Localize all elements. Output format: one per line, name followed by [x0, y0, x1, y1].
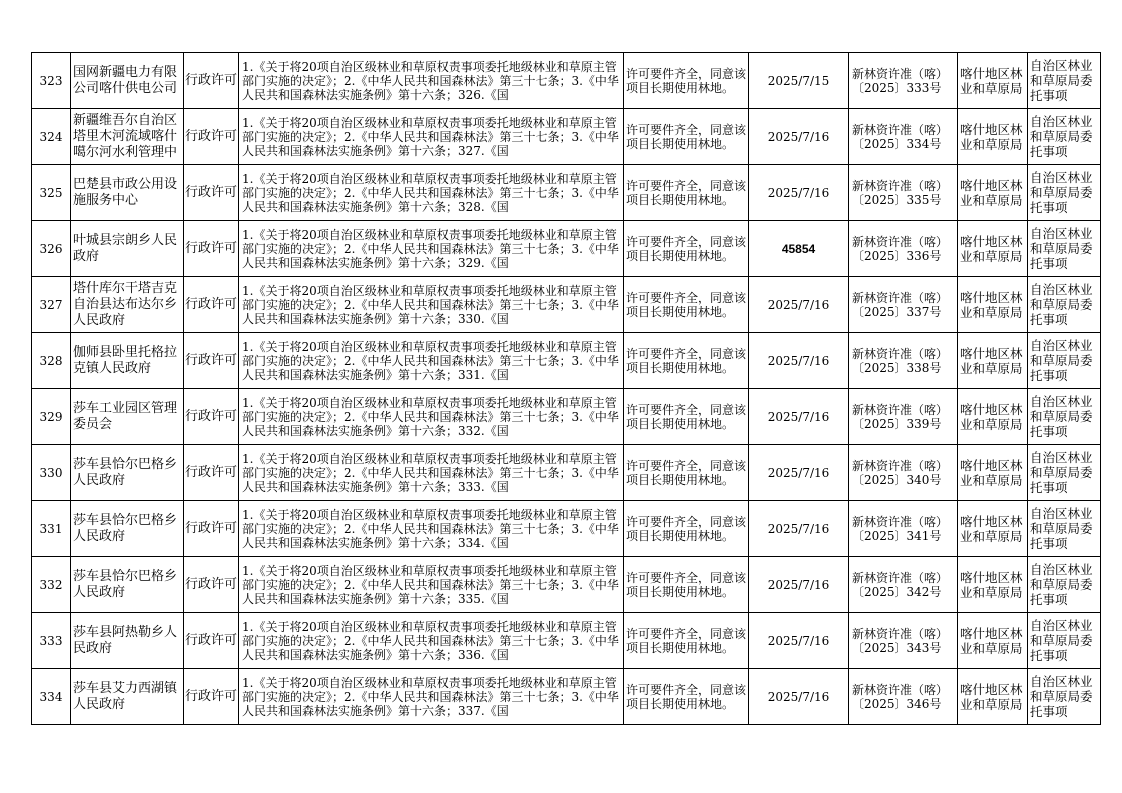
decision-result-text: 许可要件齐全，同意该项目长期使用林地。	[626, 402, 746, 431]
legal-basis-text: 1.《关于将20项自治区级林业和草原权责事项委托地级林业和草原主管部门实施的决定》；2.《中华人民共和国森林法》第三十七条；3.《中华人民共和国森林法实施条例》第十六条；327.《国	[242, 115, 619, 158]
applicant-name: 新疆维吾尔自治区塔里木河流域喀什噶尔河水利管理中	[71, 109, 184, 165]
table-row	[32, 389, 1101, 445]
legal-basis-text: 1.《关于将20项自治区级林业和草原权责事项委托地级林业和草原主管部门实施的决定》；2.《中华人民共和国森林法》第三十七条；3.《中华人民共和国森林法实施条例》第十六条；330.《国	[242, 283, 619, 326]
document-number: 新林资许准（喀）〔2025〕346号	[849, 669, 958, 725]
row-index: 327	[32, 277, 71, 333]
applicant-name: 叶城县宗朗乡人民政府	[71, 221, 184, 277]
decision-result-cell	[624, 445, 749, 501]
decision-date: 2025/7/16	[749, 109, 849, 165]
issuing-department: 喀什地区林业和草原局	[958, 109, 1028, 165]
issuing-department: 喀什地区林业和草原局	[958, 53, 1028, 109]
table-body	[32, 53, 1101, 725]
document-number: 新林资许准（喀）〔2025〕336号	[849, 221, 958, 277]
document-number: 新林资许准（喀）〔2025〕340号	[849, 445, 958, 501]
row-index: 328	[32, 333, 71, 389]
issuing-department: 喀什地区林业和草原局	[958, 613, 1028, 669]
applicant-name: 国网新疆电力有限公司喀什供电公司	[71, 53, 184, 109]
legal-basis-cell	[239, 557, 624, 613]
authority-source: 自治区林业和草原局委托事项	[1028, 333, 1101, 389]
decision-date: 2025/7/16	[749, 669, 849, 725]
legal-basis-text: 1.《关于将20项自治区级林业和草原权责事项委托地级林业和草原主管部门实施的决定》；2.《中华人民共和国森林法》第三十七条；3.《中华人民共和国森林法实施条例》第十六条；337.《国	[242, 675, 619, 718]
action-type: 行政许可	[184, 501, 239, 557]
issuing-department: 喀什地区林业和草原局	[958, 277, 1028, 333]
table-row	[32, 445, 1101, 501]
row-index: 326	[32, 221, 71, 277]
decision-date: 2025/7/16	[749, 165, 849, 221]
row-index: 323	[32, 53, 71, 109]
action-type: 行政许可	[184, 109, 239, 165]
legal-basis-cell	[239, 221, 624, 277]
issuing-department: 喀什地区林业和草原局	[958, 221, 1028, 277]
permit-table-container	[31, 52, 1101, 725]
legal-basis-text: 1.《关于将20项自治区级林业和草原权责事项委托地级林业和草原主管部门实施的决定》；2.《中华人民共和国森林法》第三十七条；3.《中华人民共和国森林法实施条例》第十六条；328.《国	[242, 171, 619, 214]
decision-result-text: 许可要件齐全，同意该项目长期使用林地。	[626, 66, 746, 95]
legal-basis-cell	[239, 333, 624, 389]
document-number: 新林资许准（喀）〔2025〕342号	[849, 557, 958, 613]
applicant-name: 塔什库尔干塔吉克自治县达布达尔乡人民政府	[71, 277, 184, 333]
row-index: 333	[32, 613, 71, 669]
legal-basis-text: 1.《关于将20项自治区级林业和草原权责事项委托地级林业和草原主管部门实施的决定》；2.《中华人民共和国森林法》第三十七条；3.《中华人民共和国森林法实施条例》第十六条；334.《国	[242, 507, 619, 550]
applicant-name: 莎车工业园区管理委员会	[71, 389, 184, 445]
decision-result-cell	[624, 557, 749, 613]
table-row	[32, 221, 1101, 277]
row-index: 324	[32, 109, 71, 165]
authority-source: 自治区林业和草原局委托事项	[1028, 669, 1101, 725]
issuing-department: 喀什地区林业和草原局	[958, 445, 1028, 501]
decision-result-text: 许可要件齐全，同意该项目长期使用林地。	[626, 626, 746, 655]
decision-result-cell	[624, 221, 749, 277]
decision-result-cell	[624, 669, 749, 725]
authority-source: 自治区林业和草原局委托事项	[1028, 613, 1101, 669]
row-index: 325	[32, 165, 71, 221]
legal-basis-text: 1.《关于将20项自治区级林业和草原权责事项委托地级林业和草原主管部门实施的决定》；2.《中华人民共和国森林法》第三十七条；3.《中华人民共和国森林法实施条例》第十六条；329.《国	[242, 227, 619, 270]
decision-result-text: 许可要件齐全，同意该项目长期使用林地。	[626, 234, 746, 263]
legal-basis-text: 1.《关于将20项自治区级林业和草原权责事项委托地级林业和草原主管部门实施的决定》；2.《中华人民共和国森林法》第三十七条；3.《中华人民共和国森林法实施条例》第十六条；333.《国	[242, 451, 619, 494]
document-number: 新林资许准（喀）〔2025〕334号	[849, 109, 958, 165]
issuing-department: 喀什地区林业和草原局	[958, 333, 1028, 389]
legal-basis-cell	[239, 165, 624, 221]
applicant-name: 巴楚县市政公用设施服务中心	[71, 165, 184, 221]
decision-date: 2025/7/16	[749, 501, 849, 557]
authority-source: 自治区林业和草原局委托事项	[1028, 445, 1101, 501]
applicant-name: 伽师县卧里托格拉克镇人民政府	[71, 333, 184, 389]
applicant-name: 莎车县恰尔巴格乡人民政府	[71, 445, 184, 501]
legal-basis-cell	[239, 389, 624, 445]
legal-basis-text: 1.《关于将20项自治区级林业和草原权责事项委托地级林业和草原主管部门实施的决定》；2.《中华人民共和国森林法》第三十七条；3.《中华人民共和国森林法实施条例》第十六条；336.《国	[242, 619, 619, 662]
legal-basis-text: 1.《关于将20项自治区级林业和草原权责事项委托地级林业和草原主管部门实施的决定》；2.《中华人民共和国森林法》第三十七条；3.《中华人民共和国森林法实施条例》第十六条；332.《国	[242, 395, 619, 438]
action-type: 行政许可	[184, 389, 239, 445]
permit-table	[31, 52, 1101, 725]
legal-basis-cell	[239, 613, 624, 669]
issuing-department: 喀什地区林业和草原局	[958, 669, 1028, 725]
action-type: 行政许可	[184, 277, 239, 333]
document-number: 新林资许准（喀）〔2025〕338号	[849, 333, 958, 389]
decision-date: 2025/7/16	[749, 557, 849, 613]
legal-basis-cell	[239, 277, 624, 333]
row-index: 329	[32, 389, 71, 445]
legal-basis-cell	[239, 109, 624, 165]
decision-result-text: 许可要件齐全，同意该项目长期使用林地。	[626, 122, 746, 151]
legal-basis-cell	[239, 53, 624, 109]
decision-result-cell	[624, 109, 749, 165]
document-number: 新林资许准（喀）〔2025〕339号	[849, 389, 958, 445]
legal-basis-text: 1.《关于将20项自治区级林业和草原权责事项委托地级林业和草原主管部门实施的决定》；2.《中华人民共和国森林法》第三十七条；3.《中华人民共和国森林法实施条例》第十六条；331.《国	[242, 339, 619, 382]
decision-result-cell	[624, 277, 749, 333]
document-number: 新林资许准（喀）〔2025〕341号	[849, 501, 958, 557]
action-type: 行政许可	[184, 613, 239, 669]
applicant-name: 莎车县艾力西湖镇人民政府	[71, 669, 184, 725]
action-type: 行政许可	[184, 333, 239, 389]
document-number: 新林资许准（喀）〔2025〕337号	[849, 277, 958, 333]
authority-source: 自治区林业和草原局委托事项	[1028, 277, 1101, 333]
applicant-name: 莎车县恰尔巴格乡人民政府	[71, 501, 184, 557]
table-row	[32, 53, 1101, 109]
decision-result-text: 许可要件齐全，同意该项目长期使用林地。	[626, 682, 746, 711]
action-type: 行政许可	[184, 221, 239, 277]
table-row	[32, 109, 1101, 165]
table-row	[32, 165, 1101, 221]
decision-date: 2025/7/16	[749, 389, 849, 445]
legal-basis-cell	[239, 445, 624, 501]
legal-basis-cell	[239, 669, 624, 725]
decision-date: 45854	[749, 221, 849, 277]
document-number: 新林资许准（喀）〔2025〕333号	[849, 53, 958, 109]
applicant-name: 莎车县恰尔巴格乡人民政府	[71, 557, 184, 613]
authority-source: 自治区林业和草原局委托事项	[1028, 389, 1101, 445]
decision-result-cell	[624, 333, 749, 389]
decision-date: 2025/7/16	[749, 333, 849, 389]
table-row	[32, 557, 1101, 613]
authority-source: 自治区林业和草原局委托事项	[1028, 109, 1101, 165]
table-row	[32, 613, 1101, 669]
decision-result-text: 许可要件齐全，同意该项目长期使用林地。	[626, 570, 746, 599]
decision-result-text: 许可要件齐全，同意该项目长期使用林地。	[626, 346, 746, 375]
applicant-name: 莎车县阿热勒乡人民政府	[71, 613, 184, 669]
authority-source: 自治区林业和草原局委托事项	[1028, 165, 1101, 221]
issuing-department: 喀什地区林业和草原局	[958, 389, 1028, 445]
row-index: 332	[32, 557, 71, 613]
table-row	[32, 501, 1101, 557]
decision-result-text: 许可要件齐全，同意该项目长期使用林地。	[626, 178, 746, 207]
legal-basis-cell	[239, 501, 624, 557]
row-index: 331	[32, 501, 71, 557]
decision-result-cell	[624, 165, 749, 221]
authority-source: 自治区林业和草原局委托事项	[1028, 501, 1101, 557]
action-type: 行政许可	[184, 669, 239, 725]
authority-source: 自治区林业和草原局委托事项	[1028, 557, 1101, 613]
decision-result-text: 许可要件齐全，同意该项目长期使用林地。	[626, 290, 746, 319]
decision-result-text: 许可要件齐全，同意该项目长期使用林地。	[626, 458, 746, 487]
decision-result-cell	[624, 501, 749, 557]
legal-basis-text: 1.《关于将20项自治区级林业和草原权责事项委托地级林业和草原主管部门实施的决定》；2.《中华人民共和国森林法》第三十七条；3.《中华人民共和国森林法实施条例》第十六条；335.《国	[242, 563, 619, 606]
decision-date: 2025/7/16	[749, 613, 849, 669]
decision-date: 2025/7/15	[749, 53, 849, 109]
decision-date: 2025/7/16	[749, 445, 849, 501]
action-type: 行政许可	[184, 445, 239, 501]
table-row	[32, 669, 1101, 725]
table-row	[32, 277, 1101, 333]
row-index: 334	[32, 669, 71, 725]
authority-source: 自治区林业和草原局委托事项	[1028, 53, 1101, 109]
decision-result-cell	[624, 613, 749, 669]
issuing-department: 喀什地区林业和草原局	[958, 501, 1028, 557]
document-number: 新林资许准（喀）〔2025〕343号	[849, 613, 958, 669]
table-row	[32, 333, 1101, 389]
decision-result-cell	[624, 53, 749, 109]
action-type: 行政许可	[184, 165, 239, 221]
issuing-department: 喀什地区林业和草原局	[958, 165, 1028, 221]
action-type: 行政许可	[184, 53, 239, 109]
decision-result-cell	[624, 389, 749, 445]
issuing-department: 喀什地区林业和草原局	[958, 557, 1028, 613]
decision-result-text: 许可要件齐全，同意该项目长期使用林地。	[626, 514, 746, 543]
legal-basis-text: 1.《关于将20项自治区级林业和草原权责事项委托地级林业和草原主管部门实施的决定》；2.《中华人民共和国森林法》第三十七条；3.《中华人民共和国森林法实施条例》第十六条；326.《国	[242, 59, 619, 102]
authority-source: 自治区林业和草原局委托事项	[1028, 221, 1101, 277]
row-index: 330	[32, 445, 71, 501]
decision-date: 2025/7/16	[749, 277, 849, 333]
action-type: 行政许可	[184, 557, 239, 613]
document-number: 新林资许准（喀）〔2025〕335号	[849, 165, 958, 221]
